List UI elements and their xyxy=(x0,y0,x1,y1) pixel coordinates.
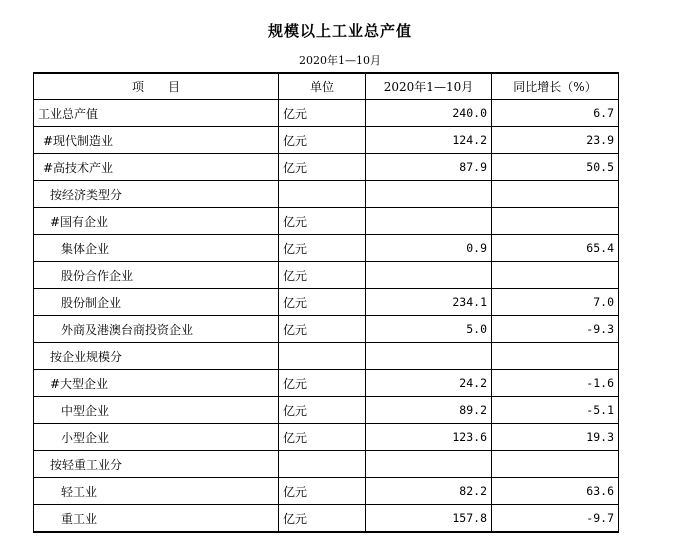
cell-growth: 19.3 xyxy=(492,424,619,451)
cell-growth: 6.7 xyxy=(492,100,619,127)
table-row xyxy=(34,289,619,316)
header-unit: 单位 xyxy=(279,73,366,100)
table-row xyxy=(34,397,619,424)
cell-value: 87.9 xyxy=(366,154,492,181)
cell-growth: -1.6 xyxy=(492,370,619,397)
cell-value: 123.6 xyxy=(366,424,492,451)
cell-item: 中型企业 xyxy=(34,397,279,424)
cell-value: 124.2 xyxy=(366,127,492,154)
cell-value xyxy=(366,181,492,208)
cell-item: #国有企业 xyxy=(34,208,279,235)
cell-unit: 亿元 xyxy=(279,208,366,235)
cell-unit: 亿元 xyxy=(279,235,366,262)
cell-growth: 63.6 xyxy=(492,478,619,505)
cell-item: 股份合作企业 xyxy=(34,262,279,289)
cell-value xyxy=(366,343,492,370)
table-row xyxy=(34,505,619,533)
cell-unit: 亿元 xyxy=(279,316,366,343)
cell-item: 按轻重工业分 xyxy=(34,451,279,478)
cell-value xyxy=(366,208,492,235)
cell-growth xyxy=(492,208,619,235)
cell-unit: 亿元 xyxy=(279,397,366,424)
cell-unit: 亿元 xyxy=(279,424,366,451)
cell-unit: 亿元 xyxy=(279,289,366,316)
cell-value: 82.2 xyxy=(366,478,492,505)
table-row xyxy=(34,127,619,154)
cell-unit: 亿元 xyxy=(279,127,366,154)
cell-growth: -5.1 xyxy=(492,397,619,424)
table-row xyxy=(34,181,619,208)
cell-unit: 亿元 xyxy=(279,100,366,127)
cell-unit xyxy=(279,181,366,208)
table-row xyxy=(34,235,619,262)
cell-growth xyxy=(492,451,619,478)
cell-growth xyxy=(492,343,619,370)
table-header-row xyxy=(34,73,619,100)
cell-unit: 亿元 xyxy=(279,262,366,289)
cell-value: 89.2 xyxy=(366,397,492,424)
table-row xyxy=(34,451,619,478)
cell-unit xyxy=(279,343,366,370)
cell-value: 0.9 xyxy=(366,235,492,262)
cell-value xyxy=(366,262,492,289)
cell-growth: 50.5 xyxy=(492,154,619,181)
cell-item: 轻工业 xyxy=(34,478,279,505)
table-row xyxy=(34,262,619,289)
cell-growth: -9.7 xyxy=(492,505,619,533)
cell-value: 24.2 xyxy=(366,370,492,397)
cell-value: 234.1 xyxy=(366,289,492,316)
cell-growth: -9.3 xyxy=(492,316,619,343)
table-row xyxy=(34,343,619,370)
header-period: 2020年1—10月 xyxy=(366,73,492,100)
cell-item: #大型企业 xyxy=(34,370,279,397)
cell-growth: 7.0 xyxy=(492,289,619,316)
cell-unit xyxy=(279,451,366,478)
header-item: 项 目 xyxy=(34,73,279,100)
cell-growth xyxy=(492,262,619,289)
cell-item: 按企业规模分 xyxy=(34,343,279,370)
cell-item: 集体企业 xyxy=(34,235,279,262)
table-row xyxy=(34,478,619,505)
cell-item: 股份制企业 xyxy=(34,289,279,316)
header-growth: 同比增长（%） xyxy=(492,73,619,100)
cell-item: 按经济类型分 xyxy=(34,181,279,208)
page-title: 规模以上工业总产值 xyxy=(267,22,412,40)
cell-value: 157.8 xyxy=(366,505,492,533)
cell-item: 重工业 xyxy=(34,505,279,533)
cell-item: 小型企业 xyxy=(34,424,279,451)
table-row xyxy=(34,208,619,235)
table-row xyxy=(34,100,619,127)
cell-value xyxy=(366,451,492,478)
cell-unit: 亿元 xyxy=(279,154,366,181)
table-body xyxy=(34,100,619,533)
cell-value: 240.0 xyxy=(366,100,492,127)
table-row xyxy=(34,424,619,451)
cell-growth xyxy=(492,181,619,208)
period-subtitle: 2020年1—10月 xyxy=(299,54,381,67)
table-row xyxy=(34,370,619,397)
cell-value: 5.0 xyxy=(366,316,492,343)
cell-unit: 亿元 xyxy=(279,478,366,505)
table-row xyxy=(34,154,619,181)
cell-item: 外商及港澳台商投资企业 xyxy=(34,316,279,343)
cell-item: #现代制造业 xyxy=(34,127,279,154)
cell-item: #高技术产业 xyxy=(34,154,279,181)
table-row xyxy=(34,316,619,343)
cell-growth: 65.4 xyxy=(492,235,619,262)
cell-unit: 亿元 xyxy=(279,370,366,397)
cell-growth: 23.9 xyxy=(492,127,619,154)
cell-unit: 亿元 xyxy=(279,505,366,533)
industrial-output-table xyxy=(33,72,619,533)
cell-item: 工业总产值 xyxy=(34,100,279,127)
